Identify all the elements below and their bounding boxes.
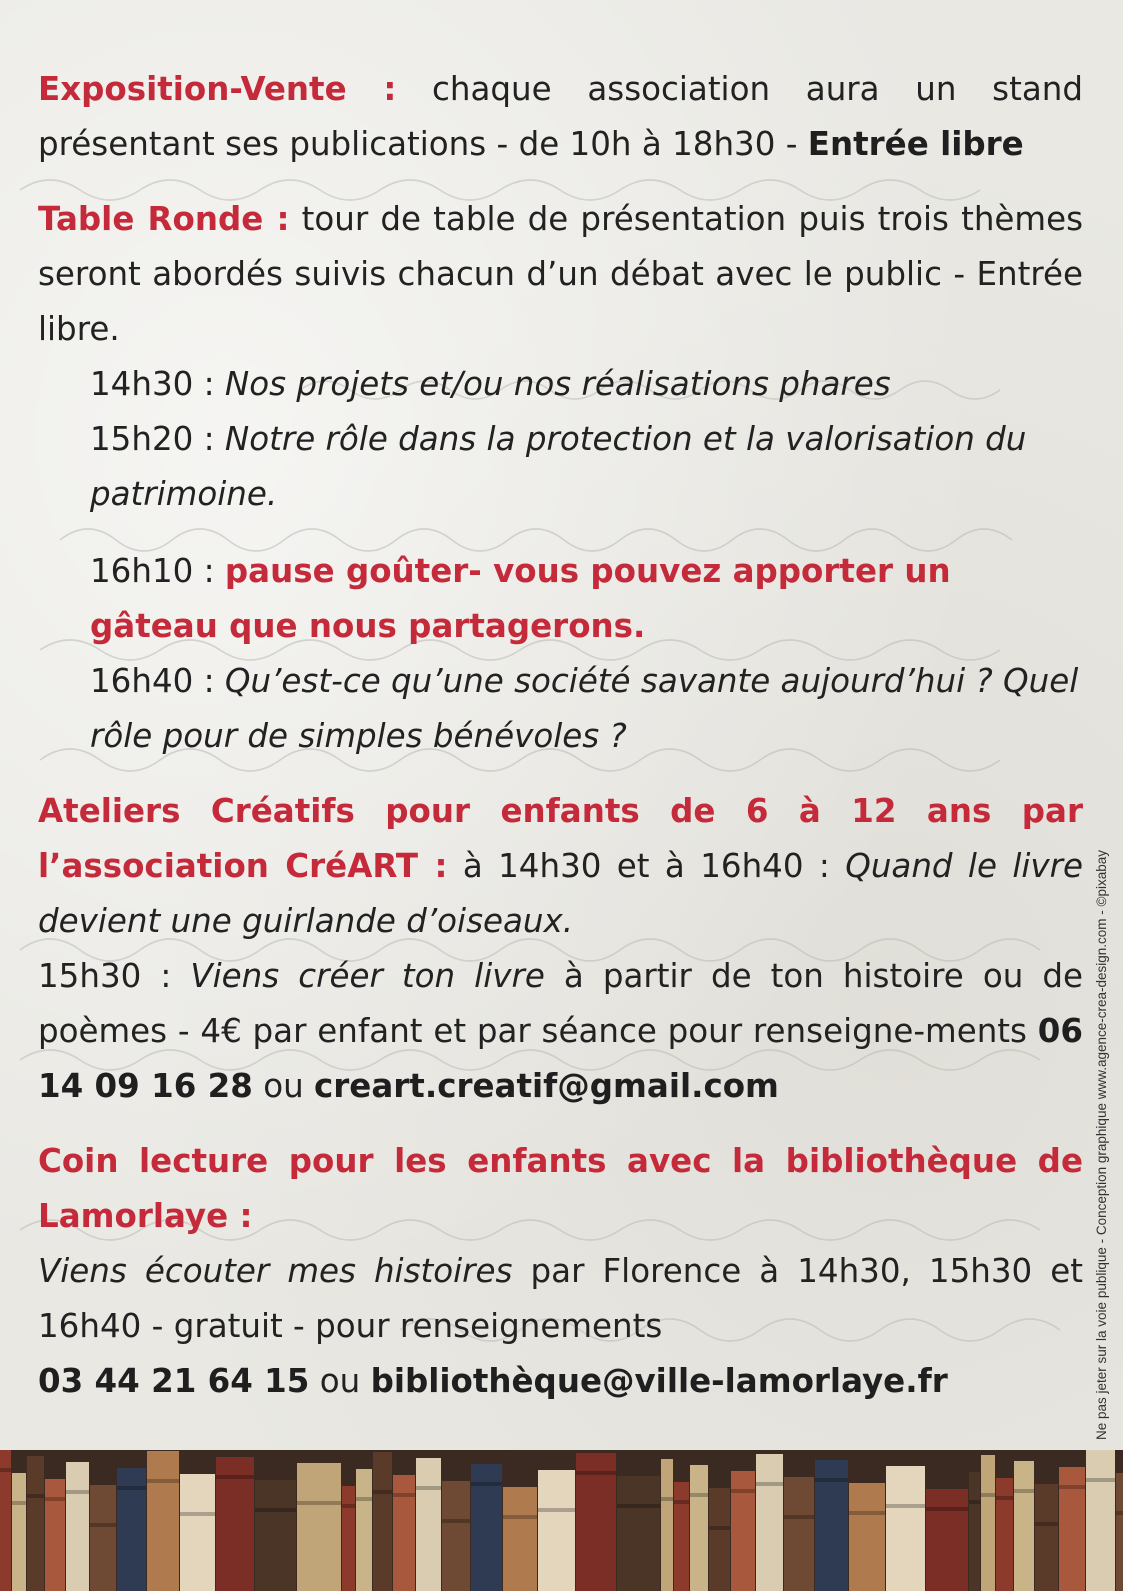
book-spine-band: [503, 1515, 537, 1519]
book-spine-band: [886, 1504, 925, 1508]
book-spine: [12, 1473, 26, 1591]
ateliers-text-2: à partir de ton histoire ou de poèmes - 4€ par enfant et par séance pour renseigne-ments: [38, 957, 1083, 1050]
book-spine: [45, 1479, 65, 1591]
ateliers-paragraph: [38, 784, 1083, 1114]
book-spine: [926, 1489, 968, 1591]
schedule-time: 14h30 :: [90, 365, 225, 403]
book-spine-band: [297, 1501, 341, 1505]
book-spine-band: [784, 1515, 814, 1519]
book-spine: [784, 1477, 814, 1591]
book-spine-band: [926, 1507, 968, 1511]
book-spine-band: [1059, 1485, 1085, 1489]
credit-line: Ne pas jeter sur la voie publique - Conception graphique www.agence-crea-design.com - ©pixabay: [1094, 849, 1109, 1440]
book-spine-band: [27, 1494, 44, 1498]
book-spine: [709, 1488, 730, 1591]
ateliers-email: creart.creatif@gmail.com: [314, 1067, 779, 1105]
book-spine: [996, 1478, 1013, 1591]
book-spine: [393, 1475, 415, 1591]
book-spine-band: [1014, 1489, 1034, 1493]
book-spine: [1035, 1484, 1058, 1591]
book-spine: [356, 1469, 372, 1591]
book-spine-band: [661, 1497, 673, 1501]
book-spine: [90, 1485, 116, 1591]
book-spine-band: [815, 1478, 848, 1482]
ateliers-times: à 14h30 et à 16h40 :: [447, 847, 846, 885]
book-spine: [849, 1483, 885, 1591]
exposition-text: chaque association aura un stand présentant ses publications - de 10h à 18h30 -: [38, 70, 1083, 163]
book-spine-band: [538, 1508, 575, 1512]
book-spine-band: [117, 1486, 146, 1490]
schedule-time: 16h10 :: [90, 552, 225, 590]
book-spine-band: [690, 1493, 708, 1497]
book-spine: [416, 1458, 441, 1591]
book-spine: [297, 1463, 341, 1591]
table-ronde-text: tour de table de présentation puis trois thèmes seront abordés suivis chacun d’un débat avec le public - Entrée libre.: [38, 200, 1083, 348]
table-ronde-title: Table Ronde :: [38, 200, 290, 238]
books-banner: [0, 1450, 1123, 1591]
schedule-time: 16h40 :: [90, 662, 225, 700]
book-spine: [373, 1452, 392, 1591]
book-spine: [66, 1462, 89, 1591]
exposition-paragraph: [38, 62, 1083, 172]
book-spine-band: [849, 1511, 885, 1515]
schedule-topic: Nos projets et/ou nos réalisations phares: [224, 365, 891, 403]
book-spine: [342, 1486, 355, 1591]
book-spine: [756, 1454, 783, 1591]
book-spine-band: [442, 1519, 470, 1523]
book-spine: [661, 1459, 673, 1591]
book-spine-band: [1116, 1511, 1123, 1515]
coin-lecture-title: Coin lecture pour les enfants avec la bibliothèque de Lamorlaye :: [38, 1142, 1083, 1235]
book-spine: [886, 1466, 925, 1591]
coin-lecture-paragraph: [38, 1134, 1083, 1409]
book-spine-band: [356, 1497, 372, 1501]
schedule-topic: Notre rôle dans la protection et la valorisation du patrimoine.: [90, 420, 1027, 513]
book-spine-band: [996, 1496, 1013, 1500]
book-spine: [969, 1472, 980, 1591]
book-spine: [1086, 1450, 1115, 1591]
book-spine-band: [674, 1500, 689, 1504]
book-spine: [538, 1470, 575, 1591]
event-details: [38, 62, 1083, 1409]
book-spine: [503, 1487, 537, 1591]
coin-lecture-text: par Florence à 14h30, 15h30 et 16h40 - gratuit - pour renseignements: [38, 1252, 1083, 1345]
ateliers-title: Ateliers Créatifs pour enfants de 6 à 12 ans par l’association CréART :: [38, 792, 1083, 885]
ateliers-time-2: 15h30 :: [38, 957, 191, 995]
book-spine-band: [969, 1500, 980, 1504]
book-spine-band: [90, 1523, 116, 1527]
book-spine-band: [45, 1497, 65, 1501]
schedule-item: [90, 357, 1083, 412]
book-spine-band: [12, 1501, 26, 1505]
book-spine-band: [731, 1489, 755, 1493]
coin-lecture-or: ou: [309, 1362, 371, 1400]
book-spine-band: [373, 1490, 392, 1494]
ateliers-or: ou: [252, 1067, 315, 1105]
book-spine-band: [709, 1526, 730, 1530]
book-spine-band: [66, 1490, 89, 1494]
book-spine: [255, 1480, 296, 1591]
book-spine: [1014, 1461, 1034, 1591]
book-spine-band: [180, 1512, 215, 1516]
book-spine: [981, 1455, 995, 1591]
exposition-title: Exposition-Vente :: [38, 70, 397, 108]
coin-lecture-email: bibliothèque@ville-lamorlaye.fr: [370, 1362, 948, 1400]
book-spine-band: [617, 1504, 660, 1508]
book-spine: [180, 1474, 215, 1591]
book-spine-band: [342, 1504, 355, 1508]
book-spine-band: [255, 1508, 296, 1512]
schedule-list: [38, 357, 1083, 764]
book-spine-band: [147, 1479, 179, 1483]
schedule-item: [90, 412, 1083, 522]
book-spine: [147, 1451, 179, 1591]
book-spine: [442, 1481, 470, 1591]
schedule-item: [90, 544, 1083, 654]
table-ronde-paragraph: [38, 192, 1083, 357]
book-spine-band: [216, 1475, 254, 1479]
ateliers-phone: 06 14 09 16 28: [38, 1012, 1083, 1105]
book-spine-band: [981, 1493, 995, 1497]
ateliers-activity-1: Quand le livre devient une guirlande d’oiseaux.: [38, 847, 1083, 940]
book-spine: [674, 1482, 689, 1591]
exposition-free: Entrée libre: [807, 125, 1024, 163]
book-spine-band: [1035, 1522, 1058, 1526]
book-spine: [27, 1456, 44, 1591]
coin-lecture-phone: 03 44 21 64 15: [38, 1362, 310, 1400]
schedule-break: pause goûter- vous pouvez apporter un gâteau que nous partagerons.: [90, 552, 951, 645]
book-spine: [1116, 1473, 1123, 1591]
coin-lecture-activity: Viens écouter mes histoires: [38, 1252, 513, 1290]
book-spine-band: [393, 1493, 415, 1497]
book-spine-band: [1086, 1478, 1115, 1482]
schedule-topic: Qu’est-ce qu’une société savante aujourd’hui ? Quel rôle pour de simples bénévoles ?: [90, 662, 1079, 755]
book-spine-band: [416, 1486, 441, 1490]
book-spine-band: [756, 1482, 783, 1486]
book-spine-band: [471, 1482, 502, 1486]
book-spine: [690, 1465, 708, 1591]
schedule-time: 15h20 :: [90, 420, 225, 458]
book-spine-band: [0, 1468, 11, 1472]
book-spine: [617, 1476, 660, 1591]
book-spine-band: [576, 1471, 616, 1475]
ateliers-activity-2: Viens créer ton livre: [190, 957, 545, 995]
schedule-item: [90, 654, 1083, 764]
